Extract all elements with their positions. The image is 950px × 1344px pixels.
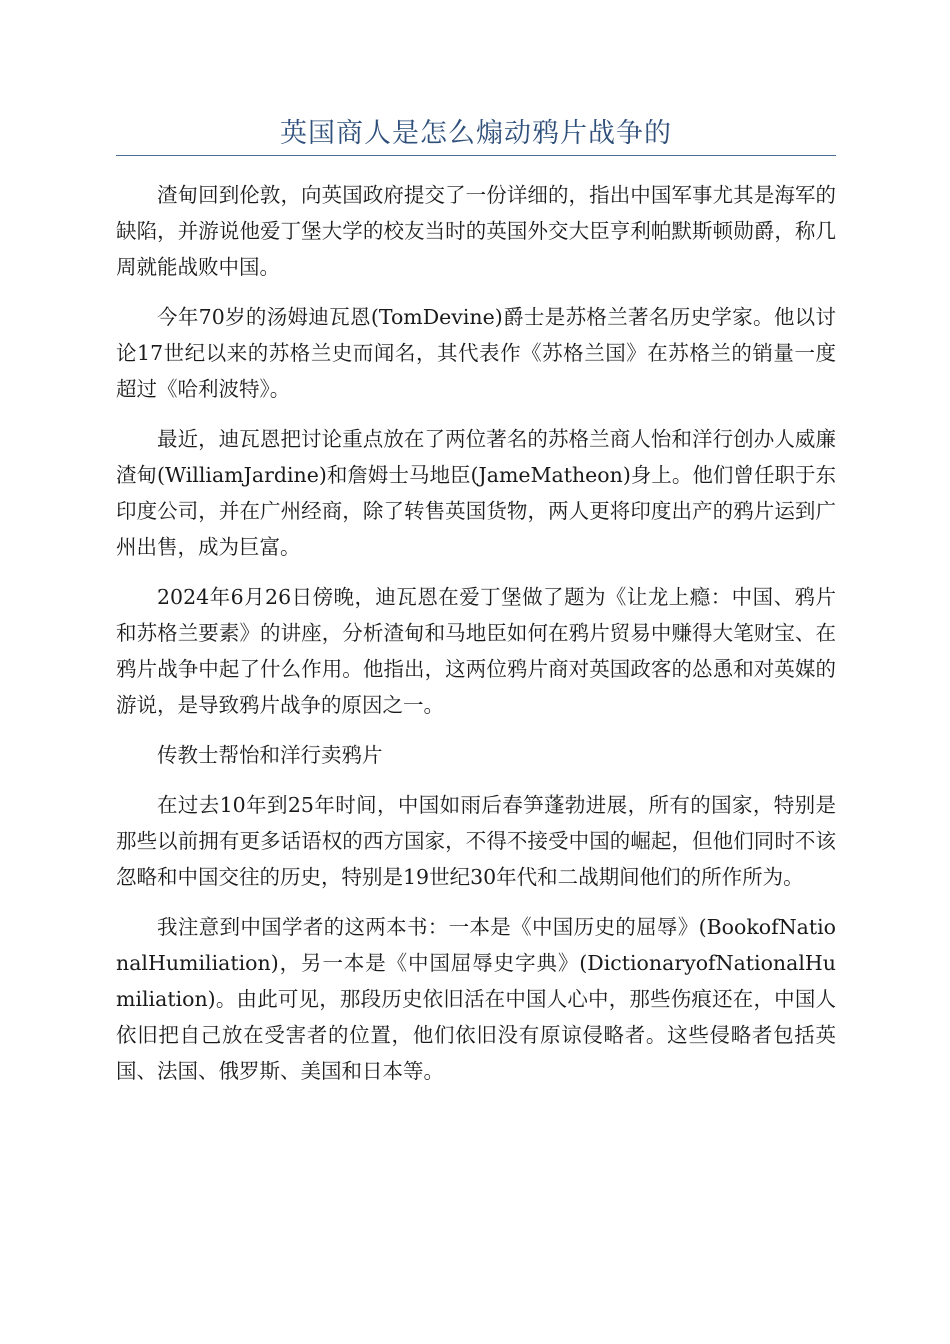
- paragraph: 在过去10年到25年时间，中国如雨后春笋蓬勃进展，所有的国家，特别是那些以前拥有更多话语权的西方国家，不得不接受中国的崛起，但他们同时不该忽略和中国交往的历史，特别是19世纪30年代和二战期间他们的所作所为。: [116, 793, 836, 889]
- document-page: [116, 112, 836, 1103]
- paragraph: 2024年6月26日傍晚，迪瓦恩在爱丁堡做了题为《让龙上瘾：中国、鸦片和苏格兰要素》的讲座，分析渣甸和马地臣如何在鸦片贸易中赚得大笔财宝、在鸦片战争中起了什么作用。他指出，这两位鸦片商对英国政客的怂恿和对英媒的游说，是导致鸦片战争的原因之一。: [116, 585, 836, 717]
- paragraph: 今年70岁的汤姆迪瓦恩(TomDevine)爵士是苏格兰著名历史学家。他以讨论17世纪以来的苏格兰史而闻名，其代表作《苏格兰国》在苏格兰的销量一度超过《哈利波特》。: [116, 305, 836, 401]
- section-heading: 传教士帮怡和洋行卖鸦片: [157, 743, 383, 767]
- document-body: [116, 177, 836, 1089]
- paragraph: 渣甸回到伦敦，向英国政府提交了一份详细的，指出中国军事尤其是海军的缺陷，并游说他爱丁堡大学的校友当时的英国外交大臣亨利帕默斯顿勋爵，称几周就能战败中国。: [116, 183, 836, 279]
- paragraph: 最近，迪瓦恩把讨论重点放在了两位著名的苏格兰商人怡和洋行创办人威廉渣甸(WilliamJardine)和詹姆士马地臣(JameMatheon)身上。他们曾任职于东印度公司，并在广州经商，除了转售英国货物，两人更将印度出产的鸦片运到广州出售，成为巨富。: [116, 427, 836, 559]
- document-title: 英国商人是怎么煽动鸦片战争的: [280, 118, 672, 149]
- paragraph: 我注意到中国学者的这两本书：一本是《中国历史的屈辱》(BookofNationalHumiliation)，另一本是《中国屈辱史字典》(DictionaryofNationalHumiliation)。由此可见，那段历史依旧活在中国人心中，那些伤痕还在，中国人依旧把自己放在受害者的位置，他们依旧没有原谅侵略者。这些侵略者包括英国、法国、俄罗斯、美国和日本等。: [116, 915, 836, 1083]
